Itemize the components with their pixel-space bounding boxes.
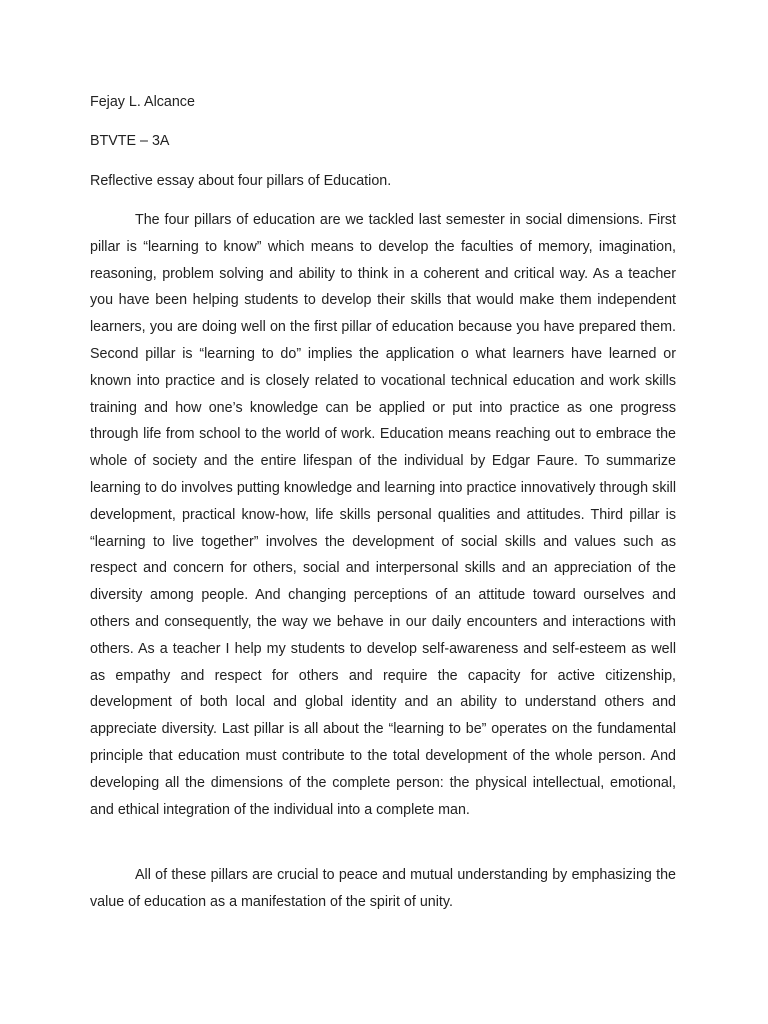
essay-title: Reflective essay about four pillars of Education. xyxy=(90,173,392,189)
essay-paragraph-2: All of these pillars are crucial to peace and mutual understanding by emphasizing the value of education as a manifestation of the spirit of unity. xyxy=(90,867,676,910)
class-section: BTVTE – 3A xyxy=(90,133,170,149)
essay-paragraph-1: The four pillars of education are we tackled last semester in social dimensions. First pillar is “learning to know” which means to develop the faculties of memory, imagination, reasoning, problem solving and ability to think in a coherent and critical way. As a teacher you have been helping students to develop their skills that would make them independent learners, you are doing well on the first pillar of education because you have prepared them. Second pillar is “learning to do” implies the application o what learners have learned or known into practice and is closely related to vocational technical education and work skills training and how one’s knowledge can be applied or put into practice as one progress through life from school to the world of work. Education means reaching out to embrace the whole of society and the entire lifespan of the individual by Edgar Faure. To summarize learning to do involves putting knowledge and learning into practice innovatively through skill development, practical know-how, life skills personal qualities and attitudes. Third pillar is “learning to live together” involves the development of social skills and values such as respect and concern for others, social and interpersonal skills and an appreciation of the diversity among people. And changing perceptions of an attitude toward ourselves and others and consequently, the way we behave in our daily encounters and interactions with others. As a teacher I help my students to develop self-awareness and self-esteem as well as empathy and respect for others and require the capacity for active citizenship, development of both local and global identity and an ability to understand others and appreciate diversity. Last pillar is all about the “learning to be” operates on the fundamental principle that education must contribute to the total development of the whole person. And developing all the dimensions of the complete person: the physical intellectual, emotional, and ethical integration of the individual into a complete man. xyxy=(90,212,676,818)
author-name: Fejay L. Alcance xyxy=(90,94,195,110)
